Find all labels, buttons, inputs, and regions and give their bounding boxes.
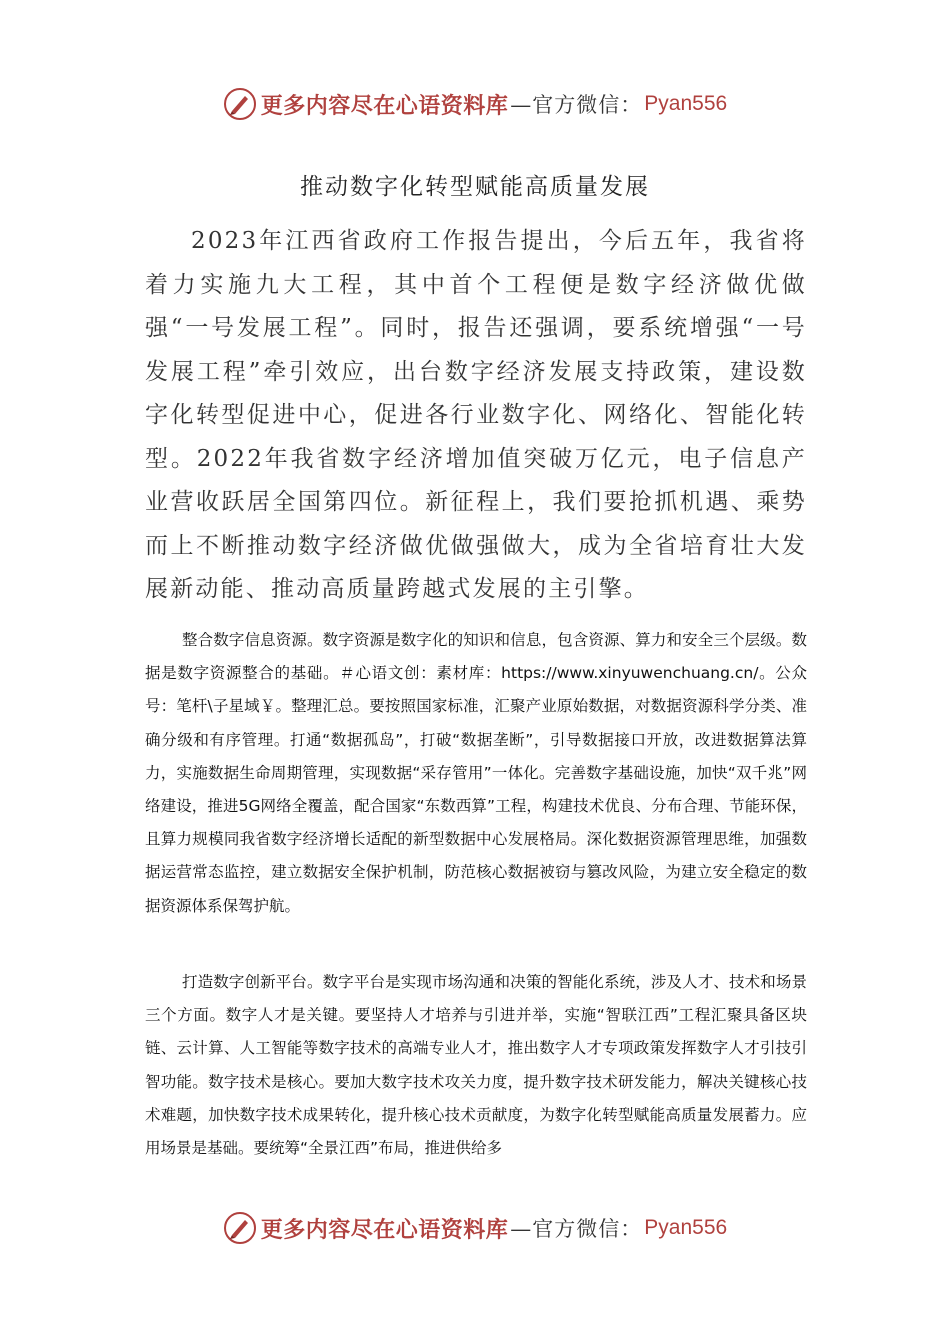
banner-separator-text: —官方微信： (510, 1217, 643, 1241)
banner-main-text: 更多内容尽在心语资料库 (260, 92, 509, 119)
footer-watermark-banner (0, 1208, 950, 1248)
pen-logo-icon (223, 1211, 257, 1245)
banner-account-text: Pyan556 (644, 92, 728, 115)
lead-paragraph: 2023年江西省政府工作报告提出，今后五年，我省将着力实施九大工程，其中首个工程便是数字经济做优做强“一号发展工程”。同时，报告还强调，要系统增强“一号发展工程”牵引效应，出台数字经济发展支持政策，建设数字化转型促进中心，促进各行业数字化、网络化、智能化转型。2022年我省数字经济增加值突破万亿元，电子信息产业营收跃居全国第四位。新征程上，我们要抢抓机遇、乘势而上不断推动数字经济做优做强做大，成为全省培育壮大发展新动能、推动高质量跨越式发展的主引擎。 (145, 228, 807, 602)
banner-account-text: Pyan556 (644, 1216, 728, 1239)
pen-logo-icon (223, 87, 257, 121)
document-title: 推动数字化转型赋能高质量发展 (300, 174, 650, 200)
body-paragraph-data-resources: 整合数字信息资源。数字资源是数字化的知识和信息，包含资源、算力和安全三个层级。数据是数字资源整合的基础。＃心语文创：素材库：https://www.xinyuwenchuang.cn/。公众号：笔杆\子星域￥。整理汇总。要按照国家标准，汇聚产业原始数据，对数据资源科学分类、准确分级和有序管理。打通“数据孤岛”，打破“数据垄断”，引导数据接口开放，改进数据算法算力，实施数据生命周期管理，实现数据“采存管用”一体化。完善数字基础设施，加快“双千兆”网络建设，推进5G网络全覆盖，配合国家“东数西算”工程，构建技术优良、分布合理、节能环保，且算力规模同我省数字经济增长适配的新型数据中心发展格局。深化数据资源管理思维，加强数据运营常态监控，建立数据安全保护机制，防范核心数据被窃与篡改风险，为建立安全稳定的数据资源体系保驾护航。 (145, 631, 807, 915)
banner-main-text: 更多内容尽在心语资料库 (260, 1216, 509, 1243)
header-watermark-banner (0, 84, 950, 124)
body-paragraph-innovation-platform: 打造数字创新平台。数字平台是实现市场沟通和决策的智能化系统，涉及人才、技术和场景三个方面。数字人才是关键。要坚持人才培养与引进并举，实施“智联江西”工程汇聚具备区块链、云计算、人工智能等数字技术的高端专业人才，推出数字人才专项政策发挥数字人才引技引智功能。数字技术是核心。要加大数字技术攻关力度，提升数字技术研发能力，解决关键核心技术难题，加快数字技术成果转化，提升核心技术贡献度，为数字化转型赋能高质量发展蓄力。应用场景是基础。要统筹“全景江西”布局，推进供给多 (145, 973, 807, 1158)
banner-separator-text: —官方微信： (510, 93, 643, 117)
